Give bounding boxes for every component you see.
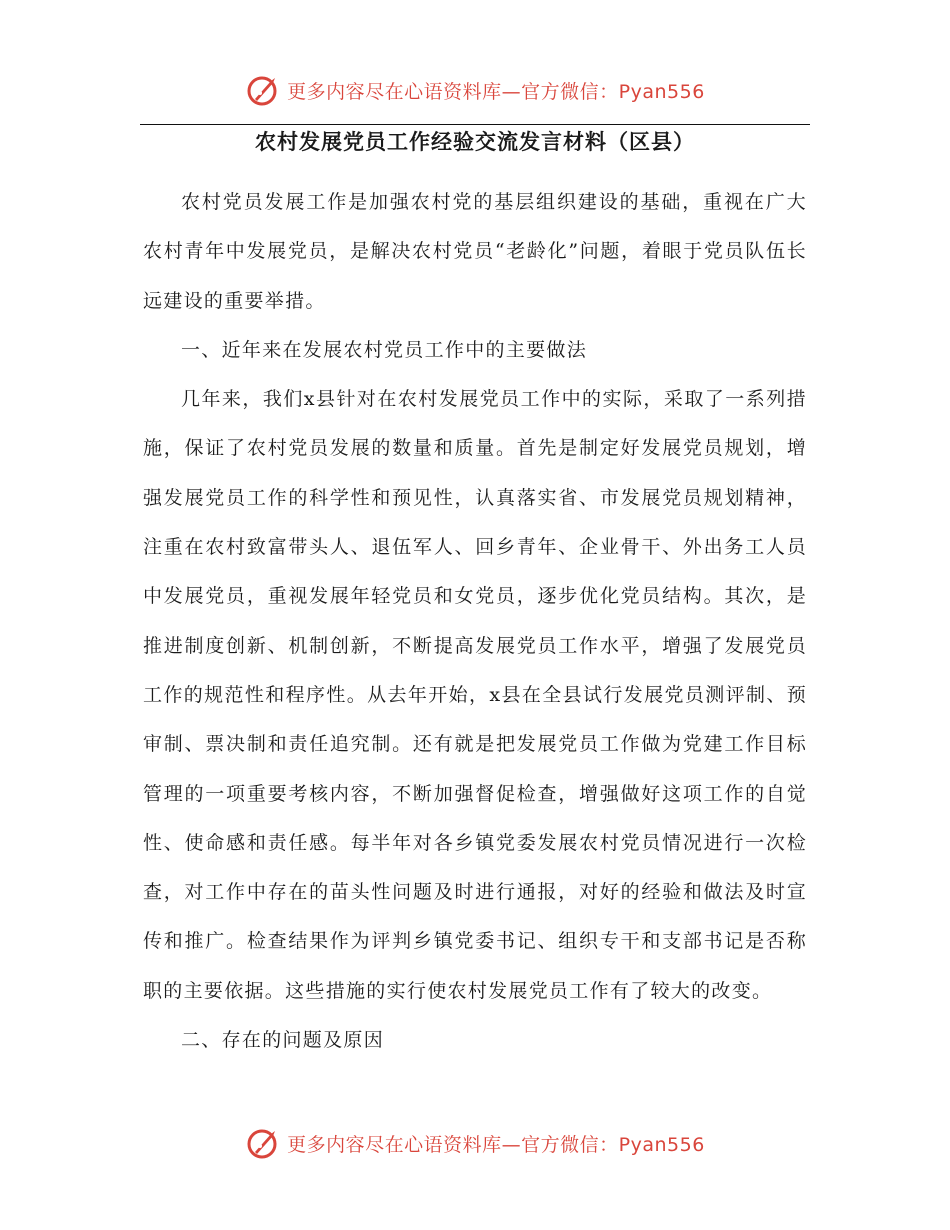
paragraph-intro: 农村党员发展工作是加强农村党的基层组织建设的基础，重视在广大农村青年中发展党员，是解决农村党员“老龄化”问题，着眼于党员队伍长远建设的重要举措。 (143, 191, 807, 312)
header-banner-text: 更多内容尽在心语资料库—官方微信：Pyan556 (287, 80, 705, 103)
header-divider (140, 124, 810, 125)
pen-logo-icon (245, 72, 281, 108)
section-heading-1: 一、近年来在发展农村党员工作中的主要做法 (181, 338, 588, 361)
section-heading-2: 二、存在的问题及原因 (181, 1029, 385, 1052)
footer-banner (0, 1123, 950, 1163)
footer-banner-text: 更多内容尽在心语资料库—官方微信：Pyan556 (287, 1133, 705, 1156)
pen-logo-icon (245, 1125, 281, 1161)
paragraph-main: 几年来，我们x县针对在农村发展党员工作中的实际，采取了一系列措施，保证了农村党员发展的数量和质量。首先是制定好发展党员规划，增强发展党员工作的科学性和预见性，认真落实省、市发展党员规划精神，注重在农村致富带头人、退伍军人、回乡青年、企业骨干、外出务工人员中发展党员，重视发展年轻党员和女党员，逐步优化党员结构。其次，是推进制度创新、机制创新，不断提高发展党员工作水平，增强了发展党员工作的规范性和程序性。从去年开始，x县在全县试行发展党员测评制、预审制、票决制和责任追究制。还有就是把发展党员工作做为党建工作目标管理的一项重要考核内容，不断加强督促检查，增强做好这项工作的自觉性、使命感和责任感。每半年对各乡镇党委发展农村党员情况进行一次检查，对工作中存在的苗头性问题及时进行通报，对好的经验和做法及时宣传和推广。检查结果作为评判乡镇党委书记、组织专干和支部书记是否称职的主要依据。这些措施的实行使农村发展党员工作有了较大的改变。 (143, 388, 807, 1002)
document-title: 农村发展党员工作经验交流发言材料（区县） (255, 129, 695, 154)
header-banner (0, 70, 950, 110)
document-body (143, 178, 807, 1065)
